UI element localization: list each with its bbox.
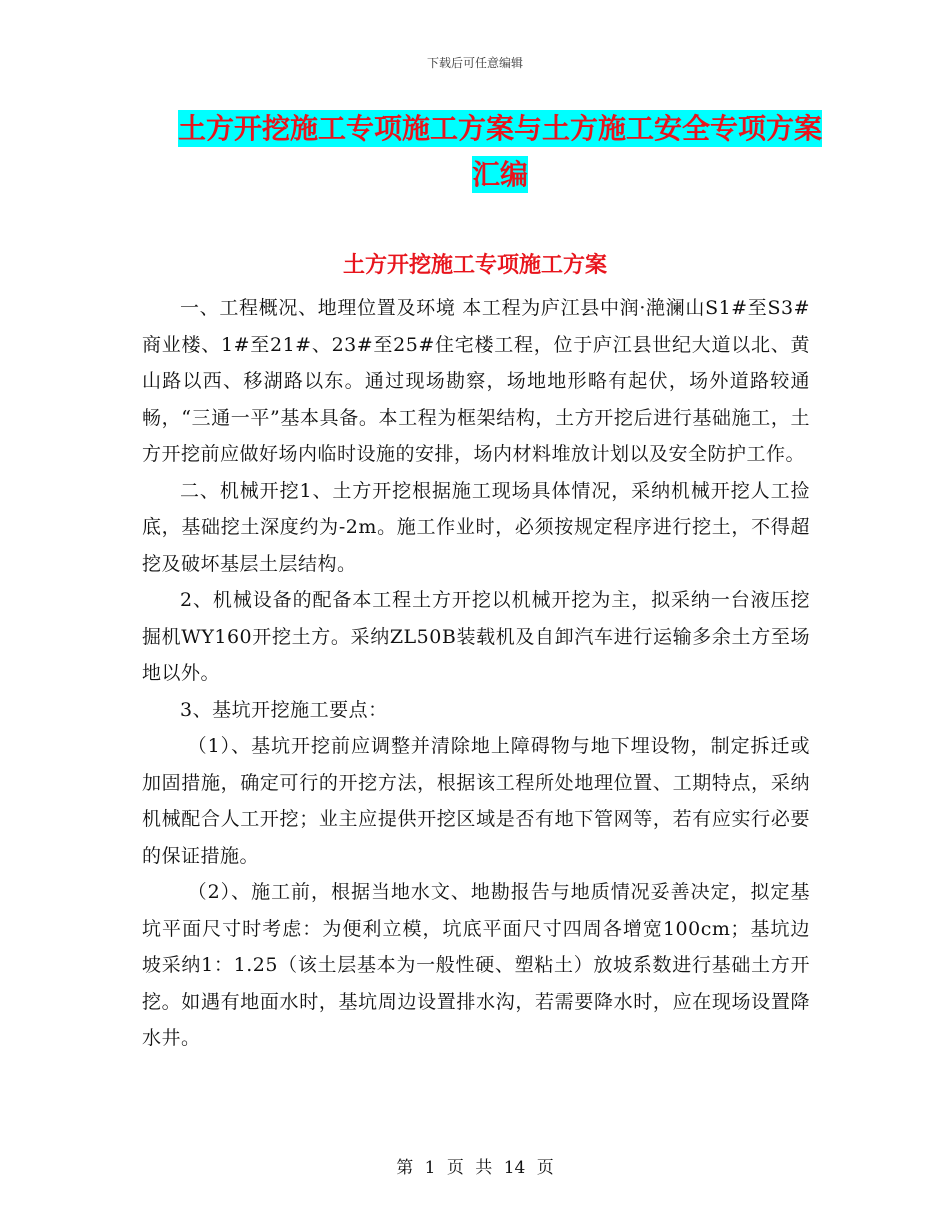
title-line-1: 土方开挖施工专项施工方案与土方施工安全专项方案	[177, 112, 822, 145]
paragraph-pit-key-points: 3、基坑开挖施工要点：	[180, 698, 388, 721]
document-title	[150, 106, 850, 198]
page-number: 第 1 页 共 14 页	[396, 1158, 554, 1178]
header-note: 下载后可任意编辑	[426, 56, 523, 70]
document-body	[142, 290, 810, 1057]
paragraph-mechanical-excavation: 二、机械开挖1、土方开挖根据施工现场具体情况，采纳机械开挖人工捡底，基础挖土深度约为-2m。施工作业时，必须按规定程序进行挖土，不得超挖及破坏基层土层结构。	[142, 479, 810, 575]
paragraph-point-2: （2）、施工前，根据当地水文、地勘报告与地质情况妥善决定，拟定基坑平面尺寸时考虑：为便利立模，坑底平面尺寸四周各增宽100cm；基坑边坡采纳1：1.25（该土层基本为一般性硬、塑粘土）放坡系数进行基础土方开挖。如遇有地面水时，基坑周边设置排水沟，若需要降水时，应在现场设置降水井。	[142, 881, 810, 1049]
paragraph-point-1: （1）、基坑开挖前应调整并清除地上障碍物与地下埋设物，制定拆迁或加固措施，确定可行的开挖方法，根据该工程所处地理位置、工期特点，采纳机械配合人工开挖；业主应提供开挖区域是否有地下管网等，若有应实行必要的保证措施。	[142, 735, 810, 867]
paragraph-equipment: 2、机械设备的配备本工程土方开挖以机械开挖为主，拟采纳一台液压挖掘机WY160开挖土方。采纳ZL50B装载机及自卸汽车进行运输多余土方至场地以外。	[142, 589, 810, 684]
section-title: 土方开挖施工专项施工方案	[342, 252, 607, 278]
title-line-2: 汇编	[471, 158, 528, 191]
paragraph-project-overview: 一、工程概况、地理位置及环境 本工程为庐江县中润·滟澜山S1#至S3#商业楼、1#至21#、23#至25#住宅楼工程，位于庐江县世纪大道以北、黄山路以西、移湖路以东。通过现场勘察，场地地形略有起伏，场外道路较通畅，“三通一平”基本具备。本工程为框架结构，土方开挖后进行基础施工，土方开挖前应做好场内临时设施的安排，场内材料堆放计划以及安全防护工作。	[142, 297, 810, 465]
